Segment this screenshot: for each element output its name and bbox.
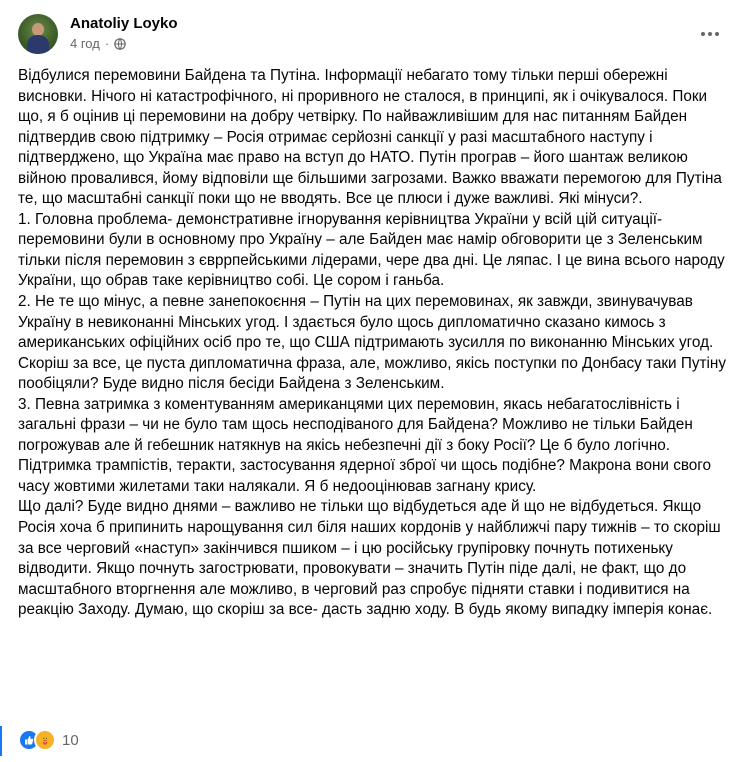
globe-icon [114, 38, 126, 50]
post-paragraph: 1. Головна проблема- демонстративне ігнорування керівництва України у всій цій ситуації- перемовини були в основному про Україну – але Байден має намір обговорити це з Зеленським тільки після перемовин з євррпейськими лідерами, чере два дні. Це ляпас. І це вина всього народу України, що обрав таке керівництво собі. Це сором і ганьба. [18, 210, 725, 290]
post-header [18, 14, 730, 58]
reaction-icons[interactable] [18, 729, 56, 751]
author-name[interactable]: Anatoliy Loyko [70, 15, 178, 32]
post-time[interactable]: 4 год [70, 36, 100, 51]
post-paragraph: 2. Не те що мінус, а певне занепокоєння – Путін на цих перемовинах, як завжди, звинувачував Україну в невиконанні Мінських угод. І здається було щось дипломатично сказано кимось з американських офіційних осіб про те, що США підтримають зусилля по виконанню Мінських угод. Скоріш за все, це пуста дипломатична фраза, але, можливо, якісь поступки по Донбасу таки Путіну пообіцяли? Буде видно після бесіди Байдена з Зеленським. [18, 293, 726, 393]
post-paragraph: 3. Певна затримка з коментуванням американцями цих перемовин, якась небагатослівність і загальні фрази – чи не було там щось несподіваного для Байдена? Можливо не тільки Байден погрожував але й гебешник натякнув на якісь небезпечні дії з боку Росії? Це б було логічно. Підтримка трампістів, теракти, застосування ядерної зброї чи щось подібне? Макрона вони свого часу жовтими жилетами таки налякали. Я б недооцінював загнану крису. [18, 395, 712, 495]
post-paragraph: Відбулися перемовини Байдена та Путіна. Інформації небагато тому тільки перші обережні висновки. Нічого ні катастрофічного, ні проривного не сталося, в принципі, як і очікувалося. Поки що, я б оцінив ці перемовини на добру четвірку. По найважливішим для нас питанням Байден підтвердив свою підтримку – Росія отримає серйозні санкції у разі масштабного наступу і підтверджено, що Україна має право на вступ до НАТО. Путін програв – його шантаж великою війною провалився, йому відповіли ще більшими загрозами. Важко вважати перемогою для Путіна те, що масштабні санкції поки що не вводять. Все це плюси і дуже важливі. Які мінуси?. [18, 67, 722, 208]
post-text [18, 66, 730, 621]
focus-indicator [0, 726, 2, 756]
post-meta: 4 год · [70, 36, 126, 51]
reaction-count[interactable]: 10 [62, 731, 79, 749]
post-paragraph: Що далі? Буде видно днями – важливо не тільки що відбудеться аде й що не відбудеться. Якщо Росія хоча б припинить нарощування сил біля наших кордонів у найближчі пару тижнів – то скоріш за все черговий «наступ» закінчився пшиком – і цю російську групіровку почнуть потихеньку відводити. Якщо почнуть загострювати, провокувати – значить Путін піде далі, не факт, що до масштабного вторгнення але можливо, в черговий раз спробує підняти ставки і подивитися на реакцію Заходу. Думаю, що скоріш за все- дасть задню ходу. В будь якому випадку імперія конає. [18, 498, 721, 619]
avatar[interactable] [18, 14, 58, 54]
more-options-icon[interactable] [698, 22, 722, 46]
reactions-bar[interactable] [18, 728, 79, 752]
care-icon [34, 729, 56, 751]
